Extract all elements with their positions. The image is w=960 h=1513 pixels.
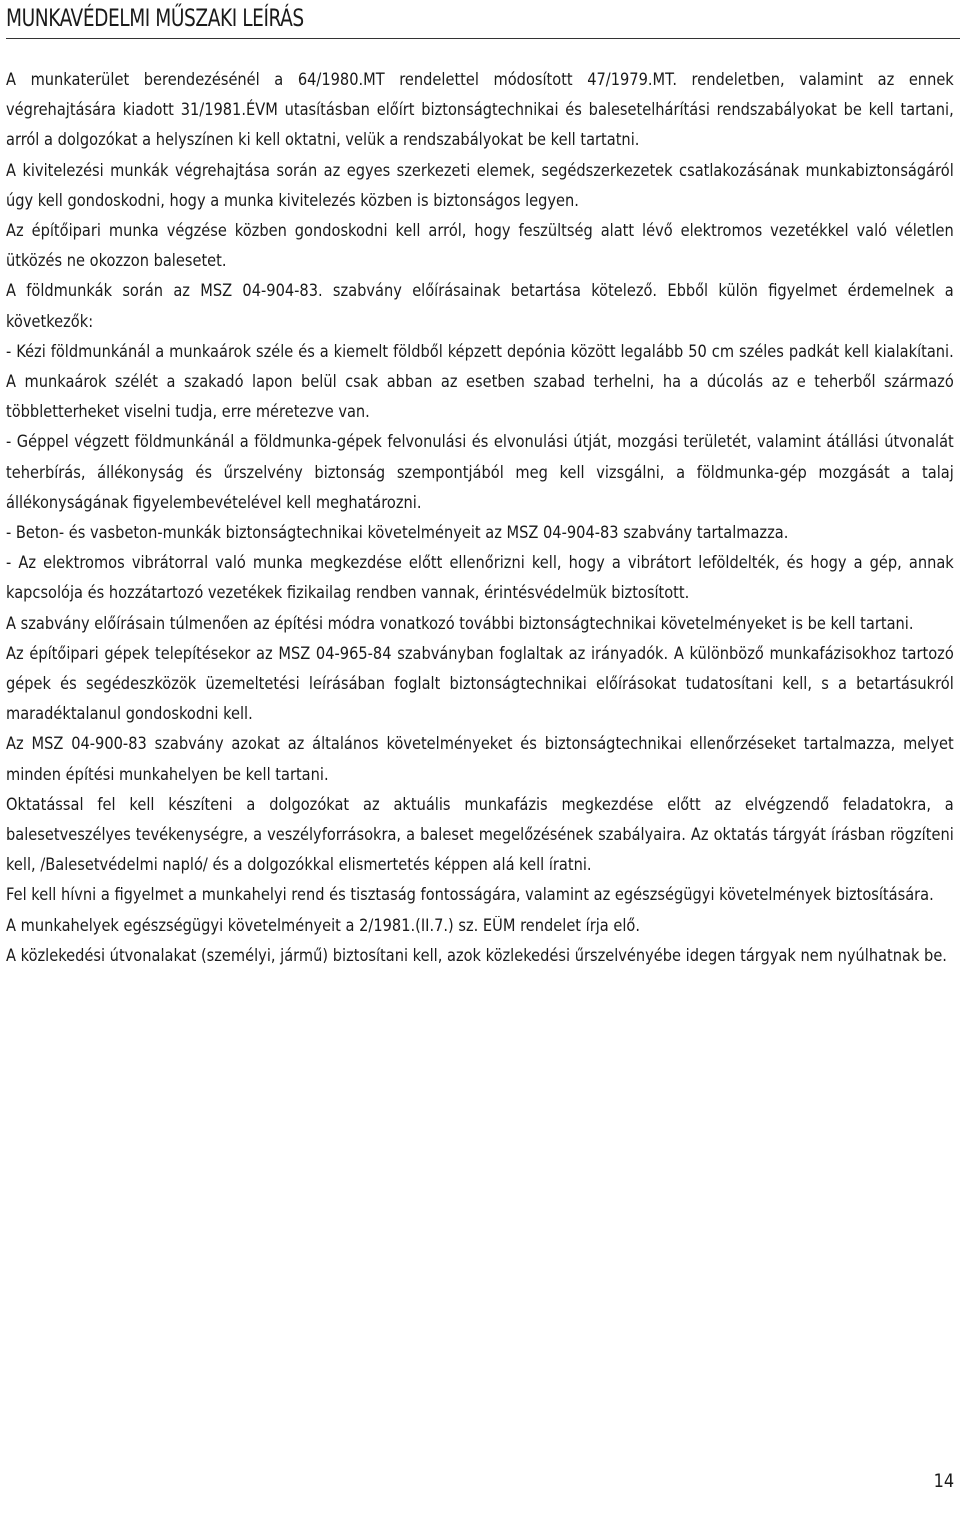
document-body	[6, 65, 954, 971]
paragraph: A szabvány előírásain túlmenően az építési módra vonatkozó további biztonságtechnikai követelményeket is be kell tartani.	[6, 613, 914, 633]
title-divider	[6, 38, 960, 39]
paragraph: A munkaterület berendezésénél a 64/1980.MT rendelettel módosított 47/1979.MT. rendeletben, valamint az ennek végrehajtására kiadott 31/1981.ÉVM utasításban előírt biztonságtechnikai és balesetelhárítási rendszabályokat be kell tartani, arról a dolgozókat a helyszínen ki kell oktatni, velük a rendszabályokat be kell tartatni.	[6, 70, 954, 150]
paragraph: A közlekedési útvonalakat (személyi, jármű) biztosítani kell, azok közlekedési űrszelvényébe idegen tárgyak nem nyúlhatnak be.	[6, 945, 947, 965]
paragraph: Fel kell hívni a figyelmet a munkahelyi rend és tisztaság fontosságára, valamint az egészségügyi követelmények biztosítására.	[6, 885, 934, 905]
paragraph: Az építőipari munka végzése közben gondoskodni kell arról, hogy feszültség alatt lévő elektromos vezetékkel való véletlen ütközés ne okozzon balesetet.	[6, 221, 954, 271]
paragraph: A földmunkák során az MSZ 04-904-83. szabvány előírásainak betartása kötelező. Ebből külön figyelmet érdemelnek a következők:	[6, 281, 954, 331]
page-title: MUNKAVÉDELMI MŰSZAKI LEÍRÁS	[6, 4, 304, 32]
list-item: - Géppel végzett földmunkánál a földmunka-gépek felvonulási és elvonulási útját, mozgási területét, valamint átállási útvonalát teherbírás, állékonyság és űrszelvény biztonság szempontjából meg kell vizsgálni, a földmunka-gép mozgását a talaj állékonyságának figyelembevételével kell meghatározni.	[6, 432, 954, 512]
list-item: - Beton- és vasbeton-munkák biztonságtechnikai követelményeit az MSZ 04-904-83 szabvány tartalmazza.	[6, 523, 789, 543]
list-item: - Kézi földmunkánál a munkaárok széle és a kiemelt földből képzett depónia között legalább 50 cm széles padkát kell kialakítani. A munkaárok szélét a szakadó lapon belül csak abban az esetben szabad terhelni, ha a dúcolás az e teherből származó többletterheket viselni tudja, erre méretezve van.	[6, 341, 954, 422]
paragraph: A kivitelezési munkák végrehajtása során az egyes szerkezeti elemek, segédszerkezetek csatlakozásának munkabiztonságáról úgy kell gondoskodni, hogy a munka kivitelezés közben is biztonságos legyen.	[6, 160, 954, 210]
paragraph: Az építőipari gépek telepítésekor az MSZ 04-965-84 szabványban foglaltak az irányadók. A különböző munkafázisokhoz tartozó gépek és segédeszközök üzemeltetési leírásában foglalt biztonságtechnikai előírásokat tudatosítani kell, s a betartásukról maradéktalanul gondoskodni kell.	[6, 643, 954, 724]
paragraph: A munkahelyek egészségügyi követelményeit a 2/1981.(II.7.) sz. EÜM rendelet írja elő.	[6, 915, 640, 935]
list-item: - Az elektromos vibrátorral való munka megkezdése előtt ellenőrizni kell, hogy a vibrátort leföldelték, és hogy a gép, annak kapcsolója és hozzátartozó vezetékek fizikailag rendben vannak, érintésvédelmük biztosított.	[6, 553, 954, 603]
page-number: 14	[933, 1470, 954, 1492]
paragraph: Oktatással fel kell készíteni a dolgozókat az aktuális munkafázis megkezdése előtt az elvégzendő feladatokra, a balesetveszélyes tevékenységre, a veszélyforrásokra, a baleset megelőzésének szabályaira. Az oktatás tárgyát írásban rögzíteni kell, /Balesetvédelmi napló/ és a dolgozókkal elismertetés képpen alá kell íratni.	[6, 794, 954, 875]
paragraph: Az MSZ 04-900-83 szabvány azokat az általános követelményeket és biztonságtechnikai ellenőrzéseket tartalmazza, melyet minden építési munkahelyen be kell tartani.	[6, 734, 954, 784]
